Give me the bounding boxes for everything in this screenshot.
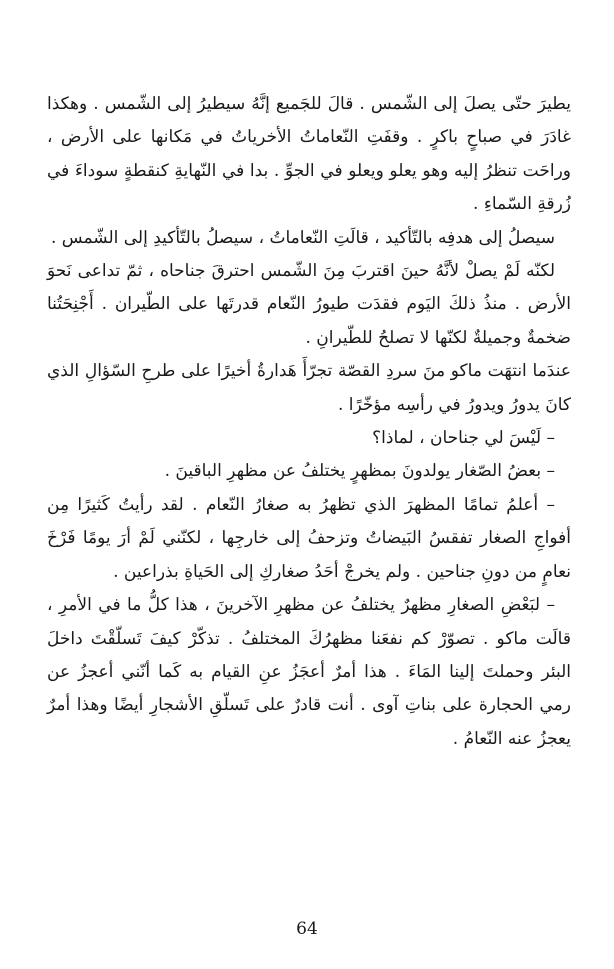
- paragraph-2: سيصلُ إلى هدفِه بالتّأكيد ، قالَتِ النّعاماتُ ، سيصلُ بالتّأكيدِ إلى الشّمس .: [50, 227, 555, 248]
- dialogue-line-4: – لبَعْضِ الصغارِ مظهرٌ يختلفُ عن مظهرِ الآخرينَ ، هذا كلُّ ما في الأمرِ ، قالَت ماكو . تصوّرْ كم نفعَنا مظهرُكَ المختلفُ . تذكّرْ كيفَ تَسلّقْتَ داخلَ البئر وحملتَ إلينا المَاءَ . هذا أمرٌ أعجَزُ عنِ القيام به كَما أنّني أعجزُ عن رمي الحجارة على بناتِ آوى . أنت قادرٌ على تَسلّقِ الأشجارِ أيضًا وهذا أمرٌ يعجزُ عنه النّعامُ .: [47, 595, 571, 749]
- page-body: [47, 88, 571, 756]
- paragraph-4: عندَما انتهَت ماكو منَ سردِ القصّة تجرّأَ هَدارةُ أخيرًا على طرحِ السّؤالِ الذي كانَ يدورُ ويدورُ في رأسِه مؤخّرًا .: [47, 361, 571, 415]
- paragraph-1: يطيرَ حتّى يصلَ إلى الشّمس . قالَ للجَميع إنَّهُ سيطيرُ إلى الشّمس . وهكذا غادَرَ في صباحٍ باكرٍ . وقفَتِ النّعاماتُ الأخرياتُ في مَكانها على الأرض ، وراحَت تنظرُ إليه وهو يعلو ويعلو في الجوِّ . بدا في النّهايةِ كنقطةٍ سوداءَ في زُرقةِ السّماءِ .: [47, 94, 571, 215]
- dialogue-line-1: – لَيْسَ لي جناحان ، لماذا؟: [372, 428, 555, 449]
- page-number: 64: [296, 919, 318, 939]
- dialogue-line-3: – أعلمُ تمامًا المظهرَ الذي تظهرُ به صغارُ النّعام . لقد رأيتُ كَثيرًا مِن أفواجِ الصغار تفقسُ البَيضاتُ وتزحفُ إلى خارجِها ، لكنّني لَمْ أرَ يومًا فَرْخَ نعامٍ من دونِ جناحين . ولم يخرجْ أحَدُ صغاركِ إلى الحَياةِ بذراعين .: [47, 494, 571, 582]
- dialogue-line-2: – بعضُ الصّغار يولدونَ بمظهرٍ يختلفُ عن مظهرِ الباقينَ .: [164, 461, 555, 482]
- paragraph-3: لكنّه لَمْ يصلْ لأنَّهُ حينَ اقتربَ مِنَ الشّمس احترقَ جناحاه ، ثمّ تداعى نَحوَ الأرض . منذُ ذلكَ اليَوم فقدَت طيورُ النّعام قدرتَها على الطّيران . أَجْنِحَتُنا ضخمةٌ وجميلةٌ لكنّها لا تصلحُ للطّيرانِ .: [47, 261, 571, 348]
